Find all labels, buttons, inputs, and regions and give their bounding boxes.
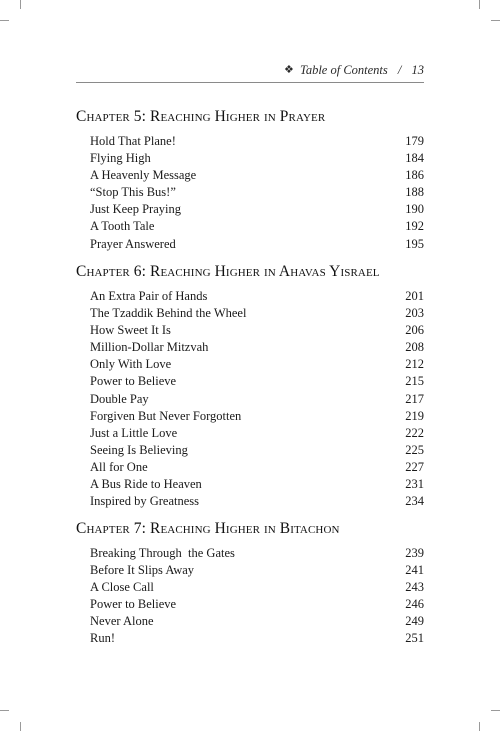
entry-page: 215 xyxy=(405,374,424,389)
toc-entry[interactable] xyxy=(76,218,424,235)
toc-entry[interactable] xyxy=(76,425,424,442)
entry-page: 241 xyxy=(405,563,424,578)
entry-title: Flying High xyxy=(90,151,151,166)
entry-page: 251 xyxy=(405,631,424,646)
chapter-title: Chapter 5: Reaching Higher in Prayer xyxy=(76,108,326,125)
entry-page: 222 xyxy=(405,425,424,440)
toc-entry[interactable] xyxy=(76,339,424,356)
entry-title: How Sweet It Is xyxy=(90,323,171,338)
entry-page: 186 xyxy=(405,168,424,183)
entry-page: 219 xyxy=(405,408,424,423)
entry-title: Breaking Through the Gates xyxy=(90,546,235,560)
toc-entry[interactable] xyxy=(76,322,424,339)
toc-entry[interactable] xyxy=(76,562,424,579)
entry-title: A Bus Ride to Heaven xyxy=(90,477,202,492)
entry-title: All for One xyxy=(90,459,148,474)
entry-page: 188 xyxy=(405,185,424,200)
toc-entry[interactable] xyxy=(76,596,424,613)
header-rule xyxy=(76,82,424,83)
toc-entry[interactable] xyxy=(76,150,424,167)
chapter-title: Chapter 7: Reaching Higher in Bitachon xyxy=(76,520,340,537)
entry-title: Inspired by Greatness xyxy=(90,494,199,509)
entry-title: Seeing Is Believing xyxy=(90,442,188,457)
toc-entry[interactable] xyxy=(76,442,424,459)
toc-entry[interactable] xyxy=(76,373,424,390)
crop-mark-bottom-left-h xyxy=(0,710,9,711)
toc-entry[interactable] xyxy=(76,167,424,184)
toc-entry[interactable] xyxy=(76,459,424,476)
crop-mark-top-right-h xyxy=(491,20,500,21)
chapter-5 xyxy=(76,107,424,253)
toc-entry[interactable] xyxy=(76,476,424,493)
crop-mark-bottom-left xyxy=(20,722,21,731)
entry-title: An Extra Pair of Hands xyxy=(90,289,208,303)
entry-page: 208 xyxy=(405,340,424,355)
entry-page: 192 xyxy=(405,219,424,234)
toc-entry[interactable] xyxy=(76,133,424,150)
entry-page: 234 xyxy=(405,494,424,509)
entry-page: 195 xyxy=(405,236,424,251)
section-title: Table of Contents xyxy=(300,63,388,77)
entry-title: Forgiven But Never Forgotten xyxy=(90,408,242,423)
toc-entry[interactable] xyxy=(76,356,424,373)
toc-entry[interactable] xyxy=(76,305,424,322)
crop-mark-bottom-right-h xyxy=(491,710,500,711)
crop-mark-bottom-right xyxy=(479,722,480,731)
entry-title: A Tooth Tale xyxy=(90,219,155,234)
entry-title: Just a Little Love xyxy=(90,425,178,440)
entry-title: Hold That Plane! xyxy=(90,134,176,148)
entry-page: 225 xyxy=(405,442,424,457)
entry-page: 231 xyxy=(405,477,424,492)
entry-title: Power to Believe xyxy=(90,597,177,612)
entry-page: 190 xyxy=(405,202,424,217)
chapter-title: Chapter 6: Reaching Higher in Ahavas Yisrael xyxy=(76,263,380,280)
crop-mark-top-right xyxy=(479,0,480,9)
entry-title: Only With Love xyxy=(90,357,172,372)
entry-title: Prayer Answered xyxy=(90,236,176,251)
crop-mark-top-left xyxy=(20,0,21,9)
entry-page: 212 xyxy=(405,357,424,372)
entry-title: Run! xyxy=(90,631,115,646)
entry-title: Never Alone xyxy=(90,614,154,629)
toc-entry[interactable] xyxy=(76,201,424,218)
entry-page: 239 xyxy=(405,546,424,560)
entry-title: Before It Slips Away xyxy=(90,563,195,578)
toc-entry[interactable] xyxy=(76,493,424,510)
entry-title: Power to Believe xyxy=(90,374,177,389)
page-number: 13 xyxy=(411,63,424,77)
entry-page: 206 xyxy=(405,323,424,338)
toc-entry[interactable] xyxy=(76,630,424,647)
toc-entry[interactable] xyxy=(76,184,424,201)
toc-entry[interactable] xyxy=(76,613,424,630)
entry-title: Million-Dollar Mitzvah xyxy=(90,340,209,355)
toc-entry[interactable] xyxy=(76,408,424,425)
crop-mark-top-left-h xyxy=(0,20,9,21)
toc-entry[interactable] xyxy=(76,288,424,305)
entry-page: 201 xyxy=(405,289,424,303)
chapter-6 xyxy=(76,262,424,510)
entry-page: 249 xyxy=(405,614,424,629)
entry-title: “Stop This Bus!” xyxy=(90,185,176,200)
toc-entry[interactable] xyxy=(76,579,424,596)
toc-entry[interactable] xyxy=(76,545,424,562)
chapter-7 xyxy=(76,519,424,648)
entry-title: A Heavenly Message xyxy=(90,168,197,183)
separator: / xyxy=(397,63,402,77)
entry-page: 184 xyxy=(405,151,424,166)
toc-entry[interactable] xyxy=(76,391,424,408)
entry-page: 243 xyxy=(405,580,424,595)
entry-title: A Close Call xyxy=(90,580,154,595)
entry-title: Just Keep Praying xyxy=(90,202,181,217)
running-head xyxy=(76,60,424,82)
entry-page: 217 xyxy=(405,391,424,406)
entry-page: 203 xyxy=(405,306,424,321)
entry-title: Double Pay xyxy=(90,391,149,406)
entry-page: 227 xyxy=(405,459,424,474)
toc-entry[interactable] xyxy=(76,236,424,253)
entry-title: The Tzaddik Behind the Wheel xyxy=(90,306,247,321)
ornament-icon: ❖ xyxy=(284,64,294,76)
entry-page: 179 xyxy=(405,134,424,148)
entry-page: 246 xyxy=(405,597,424,612)
